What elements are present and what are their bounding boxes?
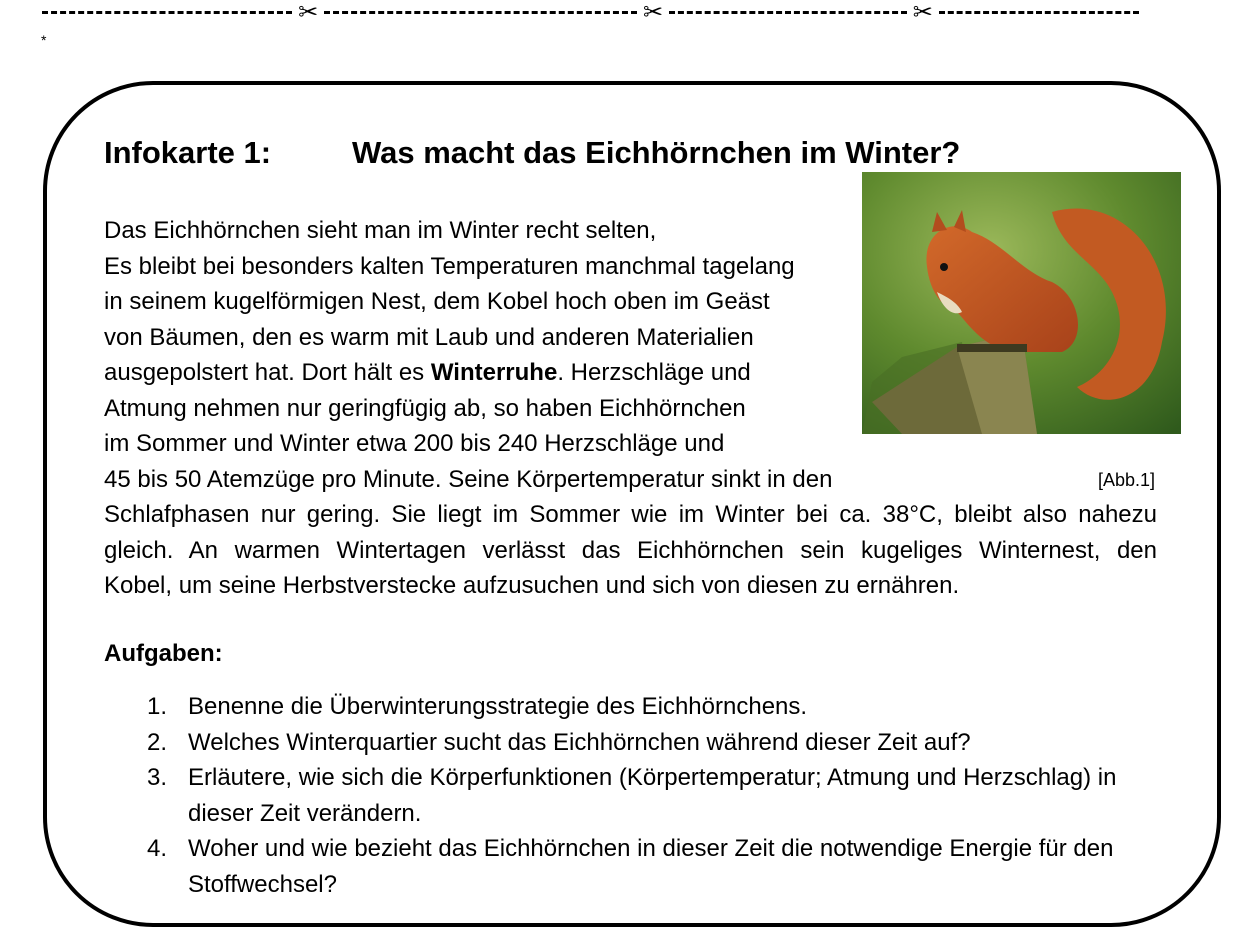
scissors-icon: ✂ xyxy=(642,0,664,26)
task-item xyxy=(147,725,1162,761)
task-number: 2. xyxy=(147,728,168,756)
image-caption: [Abb.1] xyxy=(1098,470,1156,490)
text-line: 45 bis 50 Atemzüge pro Minute. Seine Körpertemperatur sinkt in den xyxy=(104,465,833,493)
scissors-icon: ✂ xyxy=(298,0,319,26)
text-line: von Bäumen, den es warm mit Laub und anderen Materialien xyxy=(104,323,754,351)
text-line: im Sommer und Winter etwa 200 bis 240 Herzschläge und xyxy=(104,430,725,457)
scissors-icon: ✂ xyxy=(912,0,933,26)
text-line: Atmung nehmen nur geringfügig ab, so haben Eichhörnchen xyxy=(104,394,746,422)
text-line: in seinem kugelförmigen Nest, dem Kobel hoch oben im Geäst xyxy=(104,288,770,315)
task-text: Erläutere, wie sich die Körperfunktionen (Körpertemperatur; Atmung und Herzschlag) in dieser Zeit verändern. xyxy=(188,764,1117,827)
task-item xyxy=(147,831,1162,902)
task-item xyxy=(147,689,1162,725)
asterisk: * xyxy=(41,32,47,48)
text-line: Das Eichhörnchen sieht man im Winter recht selten, xyxy=(104,217,657,244)
task-item xyxy=(147,760,1162,831)
text-line xyxy=(104,355,1157,391)
tasks-heading: Aufgaben: xyxy=(104,640,223,667)
text-span: ausgepolstert hat. Dort hält es xyxy=(104,359,431,386)
keyword-winterruhe: Winterruhe xyxy=(430,359,558,386)
task-text: Welches Winterquartier sucht das Eichhörnchen während dieser Zeit auf? xyxy=(188,728,971,756)
task-list xyxy=(147,689,1162,902)
task-number: 4. xyxy=(147,835,168,862)
task-text: Benenne die Überwinterungsstrategie des Eichhörnchens. xyxy=(188,693,808,720)
text-line: Kobel, um seine Herbstverstecke aufzusuchen und sich von diesen zu ernähren. xyxy=(104,572,960,599)
text-line: Schlafphasen nur gering. Sie liegt im Sommer wie im Winter bei ca. 38°C, bleibt also nahezu xyxy=(104,501,1157,528)
text-line: Es bleibt bei besonders kalten Temperaturen manchmal tagelang xyxy=(104,252,795,280)
task-number: 1. xyxy=(147,693,168,720)
text-line: gleich. An warmen Wintertagen verlässt das Eichhörnchen sein kugeliges Winternest, den xyxy=(104,536,1157,564)
info-text xyxy=(104,213,1157,604)
task-text: Woher und wie bezieht das Eichhörnchen in dieser Zeit die notwendige Energie für den Stoffwechsel? xyxy=(188,835,1114,898)
text-span: . Herzschläge und xyxy=(557,359,751,386)
title-label: Infokarte 1: xyxy=(104,135,272,170)
card-title xyxy=(104,135,961,171)
task-number: 3. xyxy=(147,764,168,791)
title-text: Was macht das Eichhörnchen im Winter? xyxy=(352,135,961,170)
